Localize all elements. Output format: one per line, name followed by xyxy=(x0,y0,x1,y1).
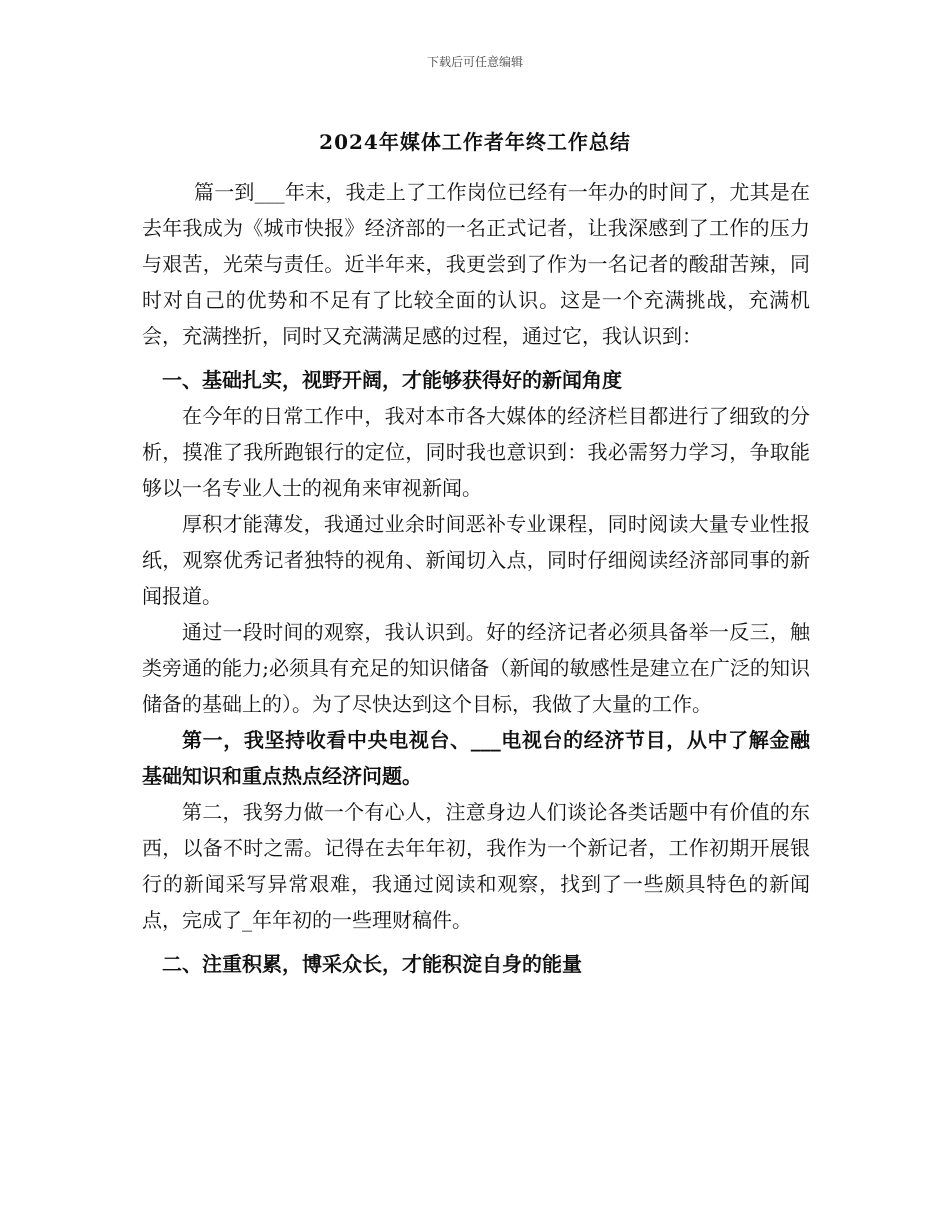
paragraph-observation: 通过一段时间的观察，我认识到。好的经济记者必须具备举一反三，触类旁通的能力;必须具有充足的知识储备（新闻的敏感性是建立在广泛的知识储备的基础上的）。为了尽快达到这个目标，我做了大量的工作。 xyxy=(142,620,810,716)
document-title: 2024年媒体工作者年终工作总结 xyxy=(319,130,631,154)
paragraph-first-point: 第一，我坚持收看中央电视台、___电视台的经济节目，从中了解金融基础知识和重点热点经济问题。 xyxy=(142,728,810,788)
paragraph-intro: 篇一到___年末，我走上了工作岗位已经有一年办的时间了，尤其是在去年我成为《城市快报》经济部的一名正式记者，让我深感到了工作的压力与艰苦，光荣与责任。近半年来，我更尝到了作为一名记者的酸甜苦辣，同时对自己的优势和不足有了比较全面的认识。这是一个充满挑战，充满机会，充满挫折，同时又充满满足感的过程，通过它，我认识到： xyxy=(142,180,810,348)
paragraph-second-point: 第二，我努力做一个有心人，注意身边人们谈论各类话题中有价值的东西，以备不时之需。记得在去年年初，我作为一个新记者，工作初期开展银行的新闻采写异常艰难，我通过阅读和观察，找到了一些颇具特色的新闻点，完成了_年年初的一些理财稿件。 xyxy=(142,800,810,932)
paragraph-study: 厚积才能薄发，我通过业余时间恶补专业课程，同时阅读大量专业性报纸，观察优秀记者独特的视角、新闻切入点，同时仔细阅读经济部同事的新闻报道。 xyxy=(142,512,810,608)
section-heading-1: 一、基础扎实，视野开阔，才能够获得好的新闻角度 xyxy=(162,368,622,392)
section-heading-2: 二、注重积累，博采众长，才能积淀自身的能量 xyxy=(162,952,582,976)
document-body xyxy=(142,174,810,982)
page-header-note: 下载后可任意编辑 xyxy=(426,55,523,69)
paragraph-analysis: 在今年的日常工作中，我对本市各大媒体的经济栏目都进行了细致的分析，摸准了我所跑银行的定位，同时我也意识到：我必需努力学习，争取能够以一名专业人士的视角来审视新闻。 xyxy=(142,404,810,500)
